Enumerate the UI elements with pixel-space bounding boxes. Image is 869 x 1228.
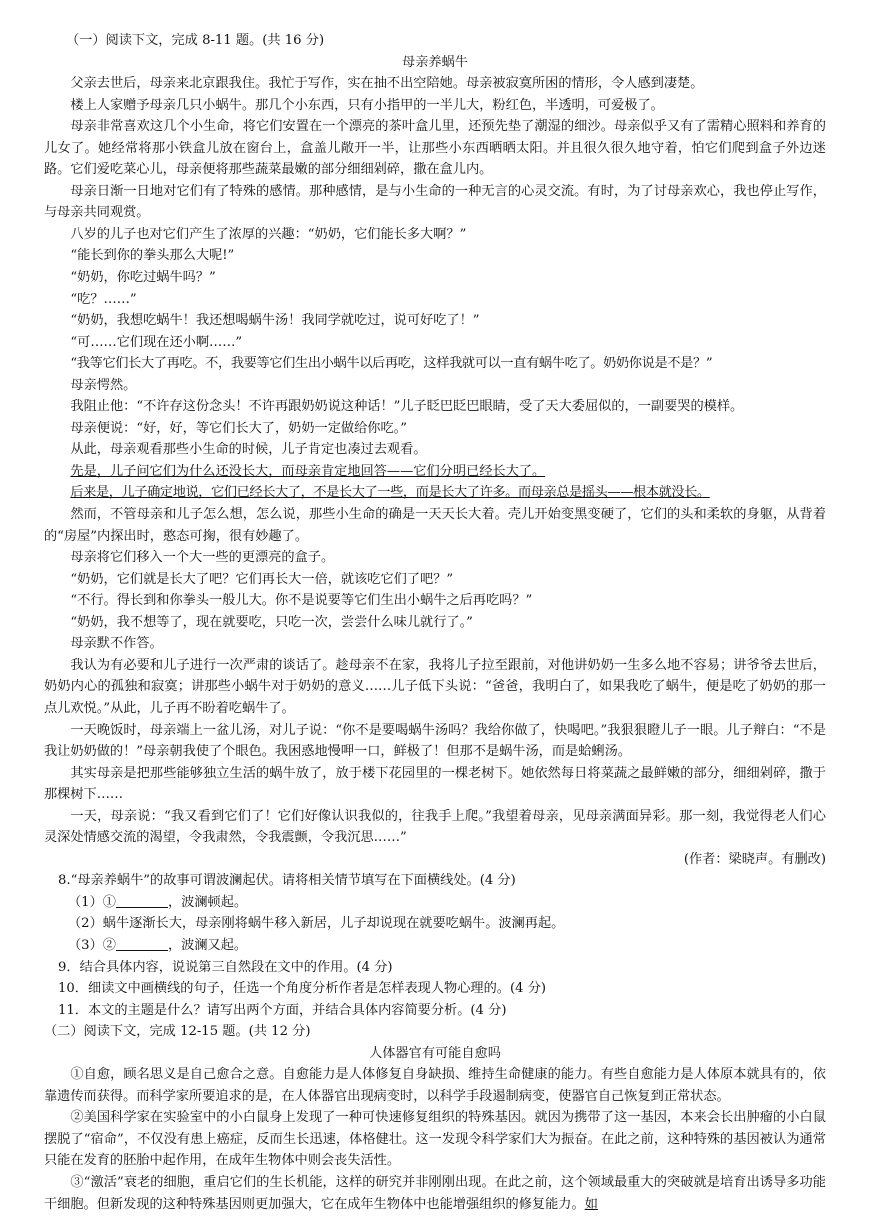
question-8: 8.“母亲养蜗牛”的故事可谓波澜起伏。请将相关情节填写在下面横线处。(4 分) bbox=[58, 873, 516, 889]
underlined-sentence bbox=[44, 461, 826, 483]
paragraph: “能长到你的拳头那么大呢!” bbox=[70, 248, 235, 264]
paragraph: 一天晚饭时，母亲端上一盆儿汤，对儿子说：“你不是要喝蜗牛汤吗？我给你做了，快喝吧。”我狠狠瞪儿子一眼。儿子辩白：“不是我让奶奶做的！”母亲朝我使了个眼色。我困惑地慢呷一口，鲜极了！但那不是蜗牛汤，而是蛤蜊汤。 bbox=[44, 722, 826, 760]
question-11: 11．本文的主题是什么？请写出两个方面，并结合具体内容简要分析。(4 分) bbox=[58, 1002, 507, 1018]
article1-title: 母亲养蜗牛 bbox=[402, 54, 468, 70]
item-text: ，波澜顿起。 bbox=[167, 894, 248, 910]
paragraph: “我等它们长大了再吃。不，我要等它们生出小蜗牛以后再吃，这样我就可以一直有蜗牛吃了。奶奶你说是不是？” bbox=[70, 356, 713, 372]
paragraph: ②美国科学家在实验室中的小白鼠身上发现了一种可快速修复组织的特殊基因。就因为携带了这一基因，本来会长出肿瘤的小白鼠摆脱了“宿命”，不仅没有患上癌症，反而生长迅速，体格健壮。这一发现令科学家们大为振奋。在此之前，这种特殊的基因被认为通常只能在发育的胚胎中起作用，在成年生物体中则会丧失活性。 bbox=[44, 1110, 826, 1169]
paragraph: ①自愈，顾名思义是自己愈合之意。自愈能力是人体修复自身缺损、维持生命健康的能力。有些自愈能力是人体原本就具有的，依靠遗传而获得。而科学家所要追求的是，在人体器官出现病变时，以科学手段遏制病变，使器官自己恢复到正常状态。 bbox=[44, 1067, 826, 1104]
paragraph: “奶奶，它们就是长大了吧？它们再长大一倍，就该吃它们了吧？” bbox=[70, 571, 454, 587]
exam-page bbox=[44, 30, 826, 1215]
paragraph: 母亲默不作答。 bbox=[70, 636, 163, 652]
paragraph: 父亲去世后，母亲来北京跟我住。我忙于写作，实在抽不出空陪她。母亲被寂寞所困的情形，令人感到凄楚。 bbox=[70, 76, 704, 92]
paragraph: 我认为有必要和儿子进行一次严肃的谈话了。趁母亲不在家，我将儿子拉至跟前，对他讲奶奶一生多么地不容易；讲爷爷去世后，奶奶内心的孤独和寂寞；讲那些小蜗牛对于奶奶的意义……儿子低下头说：“爸爸，我明白了，如果我吃了蜗牛，便是吃了奶奶的那一点儿欢悦。”从此，儿子再不盼着吃蜗牛了。 bbox=[44, 657, 826, 716]
paragraph: 母亲日渐一日地对它们有了特殊的感情。那种感情，是与小生命的一种无言的心灵交流。有时，为了讨母亲欢心，我也停止写作，与母亲共同观赏。 bbox=[44, 183, 826, 221]
article-source: (作者：梁晓声。有删改) bbox=[683, 851, 826, 867]
paragraph: 母亲将它们移入一个大一些的更漂亮的盒子。 bbox=[70, 550, 335, 566]
paragraph: “奶奶，你吃过蜗牛吗？” bbox=[70, 270, 216, 286]
section1-heading: （一）阅读下文，完成 8-11 题。(共 16 分) bbox=[66, 33, 325, 48]
paragraph bbox=[44, 1172, 826, 1215]
answer-blank-1[interactable] bbox=[116, 893, 168, 908]
underlined-text: 如 bbox=[584, 1196, 598, 1212]
paragraph: 母亲便说：“好，好，等它们长大了，奶奶一定做给你吃。” bbox=[70, 420, 407, 436]
paragraph: “吃？……” bbox=[70, 291, 137, 307]
section2-heading: （二）阅读下文，完成 12-15 题。(共 12 分) bbox=[44, 1024, 311, 1040]
item-text: ，波澜又起。 bbox=[167, 937, 248, 953]
paragraph: “可……它们现在还小啊……” bbox=[70, 334, 243, 350]
underlined-sentence-2: 后来是，儿子确定地说，它们已经长大了，不是长大了一些，而是长大了许多。而母亲总是摇头——根本就没长。 bbox=[70, 485, 710, 501]
paragraph: 八岁的儿子也对它们产生了浓厚的兴趣：“奶奶，它们能长多大啊？” bbox=[70, 226, 467, 242]
underlined-sentence-1: 先是，儿子问它们为什么还没长大，而母亲肯定地回答——它们分明已经长大了。 bbox=[70, 463, 546, 479]
question-8-item-1 bbox=[44, 892, 826, 914]
paragraph: 我阻止他：“不许存这份念头！不许再跟奶奶说这种话！”儿子眨巴眨巴眼睛，受了天大委屈似的，一副要哭的模样。 bbox=[70, 399, 744, 415]
paragraph: 楼上人家赠予母亲几只小蜗牛。那几个小东西，只有小指甲的一半儿大，粉红色，半透明，可爱极了。 bbox=[70, 97, 664, 113]
paragraph: “奶奶，我想吃蜗牛！我还想喝蜗牛汤！我同学就吃过，说可好吃了！” bbox=[70, 313, 480, 329]
paragraph: “奶奶，我不想等了，现在就要吃，只吃一次，尝尝什么味儿就行了。” bbox=[70, 614, 473, 630]
item-label: （1）① bbox=[68, 894, 116, 910]
underlined-sentence bbox=[44, 482, 826, 504]
paragraph: 其实母亲是把那些能够独立生活的蜗牛放了，放于楼下花园里的一棵老树下。她依然每日将菜蔬之最鲜嫩的部分，细细剁碎，撒于那棵树下…… bbox=[44, 765, 826, 803]
question-8-item-2: （2）蜗牛逐渐长大，母亲刚将蜗牛移入新居，儿子却说现在就要吃蜗牛。波澜再起。 bbox=[68, 916, 565, 932]
question-10: 10．细读文中画横线的句子，任选一个角度分析作者是怎样表现人物心理的。(4 分) bbox=[58, 981, 547, 997]
answer-blank-2[interactable] bbox=[116, 936, 168, 951]
question-9: 9．结合具体内容，说说第三自然段在文中的作用。(4 分) bbox=[58, 959, 393, 975]
paragraph: 然而，不管母亲和儿子怎么想，怎么说，那些小生命的确是一天天长大着。壳儿开始变黑变硬了，它们的头和柔软的身躯，从背着的“房屋”内探出时，憨态可掬，很有妙趣了。 bbox=[44, 507, 826, 544]
paragraph: 母亲非常喜欢这几个小生命，将它们安置在一个漂亮的茶叶盒儿里，还预先垫了潮湿的细沙。母亲似乎又有了需精心照料和养育的儿女了。她经常将那小铁盒儿放在窗台上，盒盖儿敞开一半，让那些小东西晒晒太阳。并且很久很久地守着，怕它们爬到盒子外边迷路。它们爱吃菜心儿，母亲便将那些蔬菜最嫩的部分细细剁碎，撒在盒儿内。 bbox=[44, 119, 826, 178]
paragraph: 母亲愕然。 bbox=[70, 377, 137, 393]
question-8-item-3 bbox=[44, 935, 826, 957]
article2-title: 人体器官有可能自愈吗 bbox=[369, 1045, 501, 1061]
paragraph: 一天，母亲说：“我又看到它们了！它们好像认识我似的，往我手上爬。”我望着母亲，见母亲满面异彩。那一刻，我觉得老人们心灵深处情感交流的渴望，令我肃然，令我震颤，令我沉思……” bbox=[44, 808, 826, 846]
item-label: （3）② bbox=[68, 937, 116, 953]
paragraph: “不行。得长到和你拳头一般儿大。你不是说要等它们生出小蜗牛之后再吃吗？” bbox=[70, 593, 533, 609]
paragraph-text: ③“激活”衰老的细胞，重启它们的生长机能，这样的研究并非刚刚出现。在此之前，这个领域最重大的突破就是培育出诱导多功能干细胞。但新发现的这种特殊基因则更加强大，它在成年生物体中也能增强组织的修复能力。 bbox=[44, 1174, 826, 1212]
paragraph: 从此，母亲观看那些小生命的时候，儿子肯定也凑过去观看。 bbox=[70, 442, 427, 458]
